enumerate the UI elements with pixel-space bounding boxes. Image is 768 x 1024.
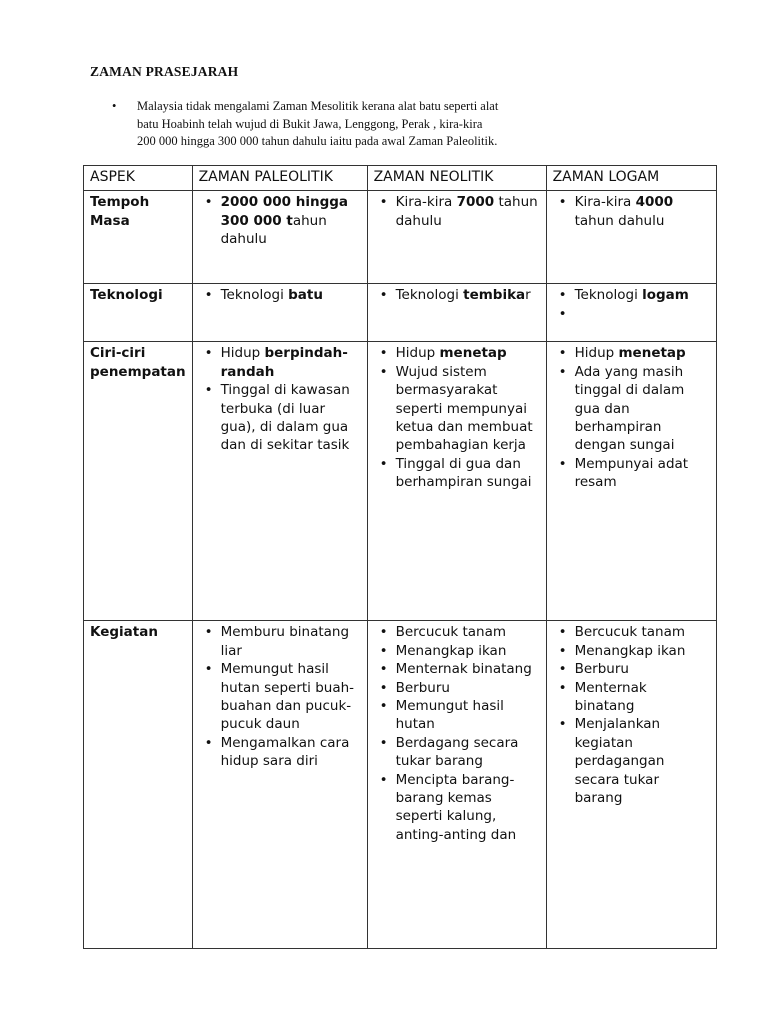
bullet-dot: • bbox=[112, 99, 117, 113]
list-item: • Wujud sistem bermasyarakat seperti mempunyai ketua dan membuat pembahagian kerja bbox=[374, 363, 540, 455]
cell-logam bbox=[546, 191, 716, 284]
list-item: • Mengamalkan cara hidup sara diri bbox=[199, 734, 361, 771]
cell-logam bbox=[546, 342, 716, 621]
cell-neolitik bbox=[367, 621, 546, 949]
table-row bbox=[84, 621, 717, 949]
aspect-cell: Ciri-ciri penempatan bbox=[84, 342, 193, 621]
aspect-cell: Teknologi bbox=[84, 284, 193, 342]
comparison-table bbox=[83, 165, 717, 949]
list-item: • Memungut hasil hutan bbox=[374, 697, 540, 734]
cell-neolitik bbox=[367, 284, 546, 342]
cell-paleolitik bbox=[192, 191, 367, 284]
list-item: • Memungut hasil hutan seperti buah-buahan dan pucuk-pucuk daun bbox=[199, 660, 361, 734]
cell-paleolitik bbox=[192, 342, 367, 621]
list-item bbox=[553, 305, 710, 323]
list-item: • Menternak binatang bbox=[553, 679, 710, 716]
cell-neolitik bbox=[367, 191, 546, 284]
list-item: • Mempunyai adat resam bbox=[553, 455, 710, 492]
intro-paragraph bbox=[112, 98, 542, 151]
list-item: • Teknologi batu bbox=[199, 286, 361, 304]
header-paleolitik: ZAMAN PALEOLITIK bbox=[192, 166, 367, 191]
list-item: • Hidup menetap bbox=[553, 344, 710, 362]
table-row bbox=[84, 342, 717, 621]
list-item: • Tinggal di gua dan berhampiran sungai bbox=[374, 455, 540, 492]
list-item: • Bercucuk tanam bbox=[374, 623, 540, 641]
list-item: • Mencipta barang-barang kemas seperti kalung, anting-anting dan bbox=[374, 771, 540, 845]
list-item: • Hidup menetap bbox=[374, 344, 540, 362]
cell-paleolitik bbox=[192, 284, 367, 342]
header-aspek: ASPEK bbox=[84, 166, 193, 191]
header-logam: ZAMAN LOGAM bbox=[546, 166, 716, 191]
document-title: ZAMAN PRASEJARAH bbox=[90, 64, 239, 79]
list-item: • Teknologi logam bbox=[553, 286, 710, 304]
intro-line: batu Hoabinh telah wujud di Bukit Jawa, Lenggong, Perak , kira-kira bbox=[137, 116, 483, 131]
list-item: • 2000 000 hingga 300 000 tahun dahulu bbox=[199, 193, 361, 248]
list-item: • Menjalankan kegiatan perdagangan secara tukar barang bbox=[553, 715, 710, 807]
list-item: • Berdagang secara tukar barang bbox=[374, 734, 540, 771]
table-row bbox=[84, 191, 717, 284]
list-item: • Berburu bbox=[553, 660, 710, 678]
list-item: • Bercucuk tanam bbox=[553, 623, 710, 641]
cell-logam bbox=[546, 284, 716, 342]
list-item: • Menangkap ikan bbox=[374, 642, 540, 660]
list-item: • Berburu bbox=[374, 679, 540, 697]
list-item: • Hidup berpindah-randah bbox=[199, 344, 361, 381]
header-neolitik: ZAMAN NEOLITIK bbox=[367, 166, 546, 191]
cell-logam bbox=[546, 621, 716, 949]
aspect-cell: Tempoh Masa bbox=[84, 191, 193, 284]
table-row bbox=[84, 284, 717, 342]
list-item: • Kira-kira 4000 tahun dahulu bbox=[553, 193, 710, 230]
table-header-row bbox=[84, 166, 717, 191]
cell-paleolitik bbox=[192, 621, 367, 949]
list-item: • Kira-kira 7000 tahun dahulu bbox=[374, 193, 540, 230]
list-item: • Ada yang masih tinggal di dalam gua dan berhampiran dengan sungai bbox=[553, 363, 710, 455]
intro-line: Malaysia tidak mengalami Zaman Mesolitik kerana alat batu seperti alat bbox=[137, 99, 499, 113]
list-item: • Menangkap ikan bbox=[553, 642, 710, 660]
intro-line: 200 000 hingga 300 000 tahun dahulu iaitu pada awal Zaman Paleolitik. bbox=[137, 134, 498, 148]
list-item: • Tinggal di kawasan terbuka (di luar gua), di dalam gua dan di sekitar tasik bbox=[199, 381, 361, 455]
list-item: • Memburu binatang liar bbox=[199, 623, 361, 660]
cell-neolitik bbox=[367, 342, 546, 621]
list-item: • Menternak binatang bbox=[374, 660, 540, 678]
aspect-cell: Kegiatan bbox=[84, 621, 193, 949]
list-item: • Teknologi tembikar bbox=[374, 286, 540, 304]
